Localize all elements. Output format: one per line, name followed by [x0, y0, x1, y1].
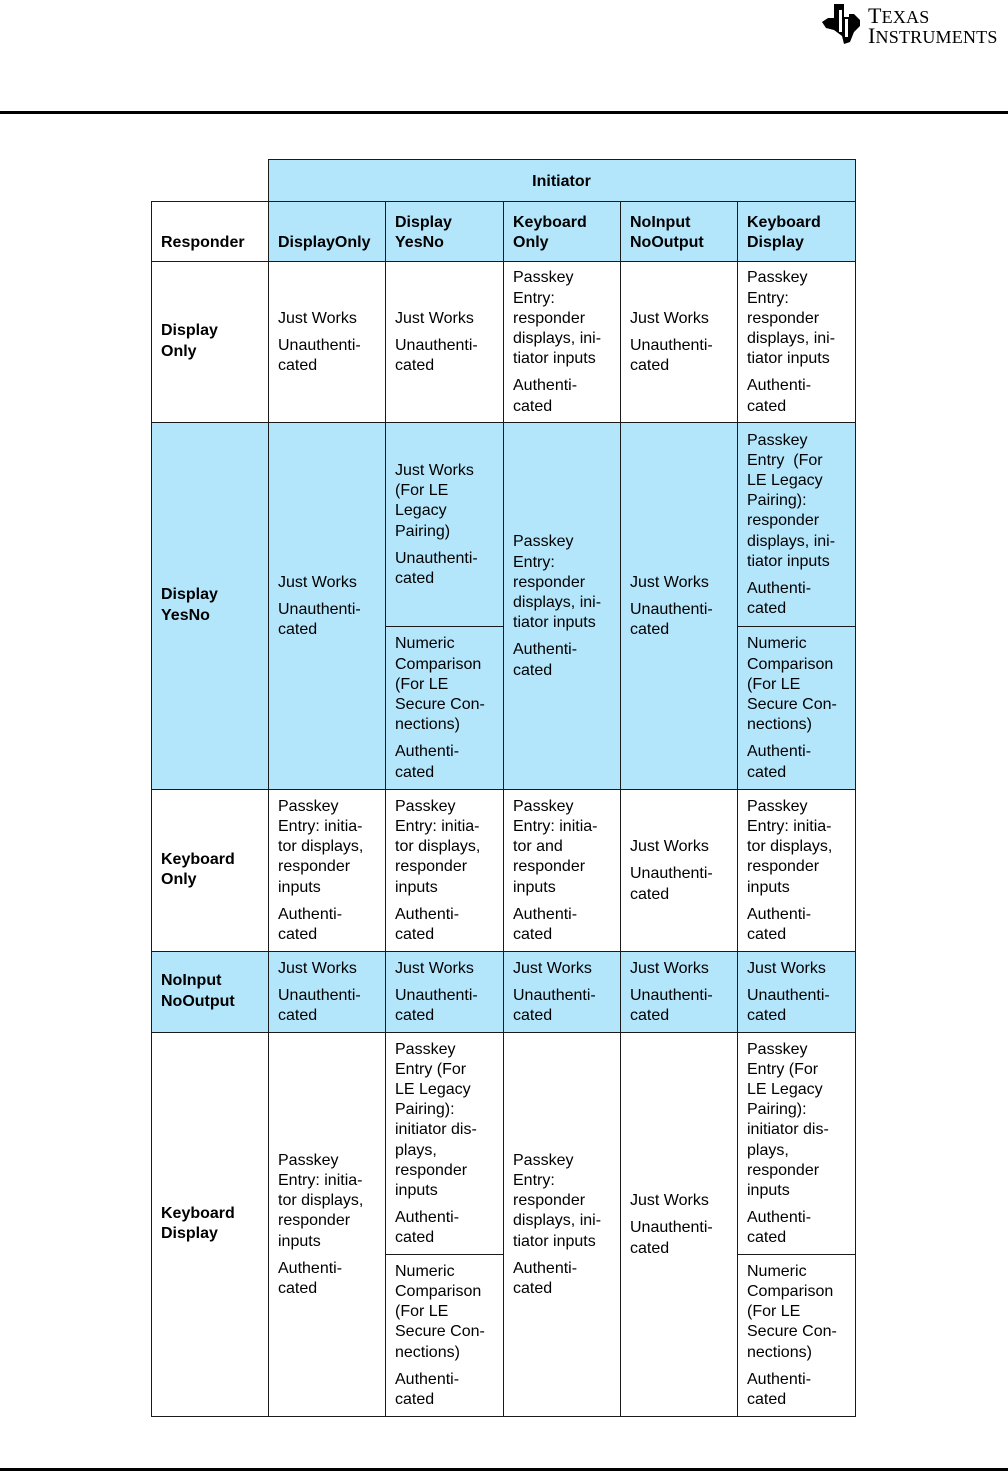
cell-text: cated — [747, 397, 787, 415]
cell-text: LE Legacy — [395, 1080, 471, 1098]
cell-text: responder — [747, 309, 820, 327]
cell-text: responder — [513, 573, 586, 591]
cell-text: (For LE — [395, 1303, 449, 1321]
cell-text: Unauthenti- — [630, 865, 713, 883]
cell-text: Authenti- — [395, 905, 460, 923]
cell-text: plays, — [395, 1141, 437, 1159]
cell-text: Comparison — [395, 655, 482, 673]
cell-text: Unauthenti- — [395, 549, 478, 567]
cell-text: cated — [395, 1007, 435, 1025]
cell-split-line — [737, 1254, 856, 1256]
cell-text: (For LE — [395, 675, 449, 693]
cell-text: cated — [747, 1391, 787, 1408]
grid-line — [268, 159, 856, 161]
cell-text: cated — [630, 1239, 670, 1257]
cell-text: Unauthenti- — [278, 600, 361, 618]
cell-text: Unauthenti- — [395, 986, 478, 1004]
grid-line — [503, 201, 505, 1417]
cell-text: Unauthenti- — [278, 336, 361, 354]
cell-text: Unauthenti- — [513, 986, 596, 1004]
cell-text: cated — [513, 661, 553, 679]
cell-text: Just Works — [630, 1192, 709, 1210]
cell-text: responder — [747, 858, 820, 876]
cell-text: cated — [747, 763, 787, 781]
cell-text: Just Works — [278, 309, 357, 327]
cell-text: Authenti- — [747, 1209, 812, 1227]
cell-text: responder — [395, 1161, 468, 1179]
cell-text: Comparison — [747, 655, 834, 673]
cell-text: Authenti- — [747, 377, 812, 395]
grid-line — [855, 159, 857, 1417]
cell-text: responder — [513, 309, 586, 327]
cell-text: tor displays, — [278, 838, 364, 856]
cell-text: Just Works — [513, 959, 592, 977]
cell-text: Unauthenti- — [278, 986, 361, 1004]
cell-text: Legacy — [395, 502, 447, 520]
cell-text: cated — [395, 569, 435, 587]
grid-line — [151, 201, 153, 1417]
cell-text: Entry: — [513, 289, 555, 307]
cell-text: tor displays, — [395, 838, 481, 856]
responder-label: Responder — [161, 233, 245, 251]
cell-text: Just Works — [630, 959, 709, 977]
cell-text: Passkey — [513, 1151, 574, 1169]
cell-text: (For LE — [395, 482, 449, 500]
column-header: Keyboard — [747, 213, 821, 231]
cell-text: Authenti- — [278, 905, 343, 923]
cell-text: Just Works — [630, 838, 709, 856]
cell-text: responder — [747, 512, 820, 530]
cell-text: tiator inputs — [513, 1232, 596, 1250]
cell-text: LE Legacy — [747, 1080, 823, 1098]
cell-text: inputs — [278, 1232, 321, 1250]
cell-text: Entry: initia- — [395, 818, 480, 835]
cell-text: tor displays, — [278, 1192, 364, 1210]
cell-text: cated — [513, 397, 553, 415]
cell-text: Entry: initia- — [278, 818, 363, 835]
cell-text: initiator dis- — [747, 1121, 829, 1139]
cell-text: Authenti- — [513, 377, 578, 395]
cell-text: inputs — [747, 878, 790, 896]
cell-text: Pairing): — [395, 1101, 455, 1119]
cell-text: Unauthenti- — [630, 986, 713, 1004]
cell-text: Entry: — [747, 289, 789, 307]
cell-text: Just Works — [747, 959, 826, 977]
cell-text: initiator dis- — [395, 1121, 477, 1139]
row-label: Display — [161, 1225, 218, 1242]
cell-text: cated — [278, 1280, 318, 1297]
cell-text: Secure Con- — [395, 695, 485, 713]
initiator-label: Initiator — [532, 173, 591, 190]
cell-text: cated — [747, 926, 787, 943]
cell-text: cated — [278, 357, 318, 375]
cell-text: nections) — [747, 1343, 812, 1361]
row-label: YesNo — [161, 606, 210, 624]
cell-text: Entry: — [513, 553, 555, 571]
cell-text: (For LE — [747, 675, 801, 693]
column-header: DisplayOnly — [278, 233, 371, 251]
cell-text: Passkey — [513, 269, 574, 287]
column-header: Display — [747, 233, 804, 251]
cell-text: Passkey — [747, 431, 808, 449]
cell-text: (For LE — [747, 1303, 801, 1321]
cell-text: displays, ini- — [513, 1212, 602, 1230]
cell-text: tor and — [513, 838, 563, 856]
cell-text: nections) — [747, 716, 812, 734]
cell-text: Pairing) — [395, 522, 451, 540]
cell-text: Just Works — [630, 309, 709, 327]
cell-text: Secure Con- — [747, 1323, 837, 1341]
cell-text: Entry (For — [747, 451, 823, 469]
cell-text: cated — [747, 1229, 787, 1247]
grid-line — [385, 201, 387, 1417]
cell-text: displays, ini- — [747, 329, 836, 347]
cell-text: cated — [278, 621, 318, 639]
cell-text: displays, ini- — [513, 593, 602, 611]
cell-text: inputs — [278, 878, 321, 896]
cell-text: Numeric — [395, 1262, 455, 1280]
cell-text: Entry: — [513, 1172, 555, 1189]
cell-text: Just Works — [278, 573, 357, 591]
cell-text: cated — [747, 600, 787, 618]
cell-text: Passkey — [747, 1040, 808, 1058]
cell-text: Passkey — [513, 797, 574, 815]
cell-text: responder — [278, 1212, 351, 1230]
cell-text: cated — [395, 1229, 435, 1247]
cell-text: Passkey — [278, 1151, 339, 1169]
cell-text: Entry (For — [395, 1060, 467, 1078]
cell-text: Comparison — [747, 1283, 834, 1300]
cell-text: nections) — [395, 1343, 460, 1361]
cell-split-line — [385, 1254, 504, 1256]
cell-text: Entry: initia- — [513, 818, 598, 835]
cell-text: nections) — [395, 716, 460, 734]
cell-text: Entry: initia- — [278, 1172, 363, 1189]
cell-text: LE Legacy — [747, 472, 823, 489]
cell-text: Just Works — [278, 959, 357, 977]
row-label: Only — [161, 871, 197, 888]
cell-text: cated — [278, 1007, 318, 1025]
row-label: NoOutput — [161, 992, 235, 1010]
cell-text: cated — [513, 926, 553, 943]
cell-text: responder — [395, 858, 468, 876]
cell-text: Authenti- — [395, 1209, 460, 1227]
cell-text: Authenti- — [513, 905, 578, 923]
column-header: NoInput — [630, 213, 691, 231]
column-header: NoOutput — [630, 233, 704, 251]
cell-text: Secure Con- — [747, 695, 837, 713]
cell-split-line — [385, 626, 504, 628]
cell-text: Passkey — [395, 1040, 456, 1058]
cell-text: cated — [630, 357, 670, 375]
cell-text: responder — [747, 1161, 820, 1179]
cell-text: Unauthenti- — [395, 336, 478, 354]
cell-text: cated — [630, 621, 670, 639]
logo-line-instruments: INSTRUMENTS — [868, 23, 998, 48]
cell-text: Comparison — [395, 1283, 482, 1300]
cell-text: Authenti- — [747, 580, 812, 597]
cell-text: tiator inputs — [513, 350, 596, 368]
cell-text: cated — [278, 926, 318, 943]
cell-text: responder — [513, 1192, 586, 1210]
cell-text: inputs — [513, 878, 556, 896]
cell-text: Just Works — [395, 959, 474, 977]
grid-line — [737, 201, 739, 1417]
cell-text: Authenti- — [747, 905, 812, 923]
cell-text: Pairing): — [747, 1101, 807, 1119]
cell-text: cated — [395, 357, 435, 375]
cell-split-line — [737, 626, 856, 628]
cell-text: Passkey — [747, 797, 808, 815]
cell-text: cated — [630, 1007, 670, 1025]
cell-text: responder — [278, 858, 351, 876]
cell-text: inputs — [395, 1181, 438, 1199]
cell-text: Authenti- — [513, 641, 578, 659]
cell-text: Numeric — [747, 635, 807, 653]
column-header: Keyboard — [513, 213, 587, 231]
cell-text: cated — [395, 926, 435, 943]
cell-text: displays, ini- — [513, 329, 602, 347]
cell-text: Just Works — [395, 461, 474, 479]
row-label: NoInput — [161, 972, 222, 990]
logo-line-texas: TEXAS — [868, 3, 930, 28]
grid-line — [620, 201, 622, 1417]
row-label: Keyboard — [161, 1204, 235, 1222]
cell-text: tor displays, — [747, 838, 833, 856]
cell-text: Authenti- — [395, 743, 460, 761]
row-label: Only — [161, 342, 197, 360]
cell-text: Authenti- — [395, 1370, 460, 1388]
cell-text: Numeric — [395, 635, 455, 653]
cell-text: Authenti- — [747, 1370, 812, 1388]
cell-text: Unauthenti- — [747, 986, 830, 1004]
cell-text: inputs — [395, 878, 438, 896]
cell-text: Authenti- — [513, 1259, 578, 1277]
cell-text: Authenti- — [278, 1259, 343, 1277]
cell-text: Numeric — [747, 1262, 807, 1280]
row-label: Display — [161, 322, 218, 340]
column-header: Only — [513, 233, 549, 251]
cell-text: tiator inputs — [747, 350, 830, 368]
cell-text: cated — [630, 885, 670, 903]
cell-text: Just Works — [630, 573, 709, 591]
cell-text: Authenti- — [747, 743, 812, 761]
cell-text: cated — [395, 1391, 435, 1408]
cell-text: cated — [513, 1280, 553, 1297]
cell-text: Entry (For — [747, 1060, 819, 1078]
cell-text: Passkey — [747, 269, 808, 287]
cell-text: Passkey — [513, 533, 574, 551]
cell-text: Entry: initia- — [747, 818, 832, 835]
cell-text: Unauthenti- — [630, 336, 713, 354]
cell-text: cated — [395, 763, 435, 781]
cell-text: cated — [747, 1007, 787, 1025]
cell-text: displays, ini- — [747, 532, 836, 550]
column-header: Display — [395, 213, 452, 231]
cell-text: plays, — [747, 1141, 789, 1159]
cell-text: Passkey — [395, 797, 456, 815]
cell-text: Secure Con- — [395, 1323, 485, 1341]
cell-text: inputs — [747, 1181, 790, 1199]
cell-text: Just Works — [395, 309, 474, 327]
row-label: Keyboard — [161, 850, 235, 868]
cell-text: Passkey — [278, 797, 339, 815]
cell-text: Unauthenti- — [630, 600, 713, 618]
grid-line — [268, 159, 270, 1417]
cell-text: tiator inputs — [747, 552, 830, 570]
cell-text: Unauthenti- — [630, 1219, 713, 1237]
column-header: YesNo — [395, 233, 444, 251]
cell-text: responder — [513, 858, 586, 876]
cell-text: Pairing): — [747, 492, 807, 510]
cell-text: cated — [513, 1007, 553, 1025]
cell-text: tiator inputs — [513, 614, 596, 632]
row-label: Display — [161, 586, 218, 604]
